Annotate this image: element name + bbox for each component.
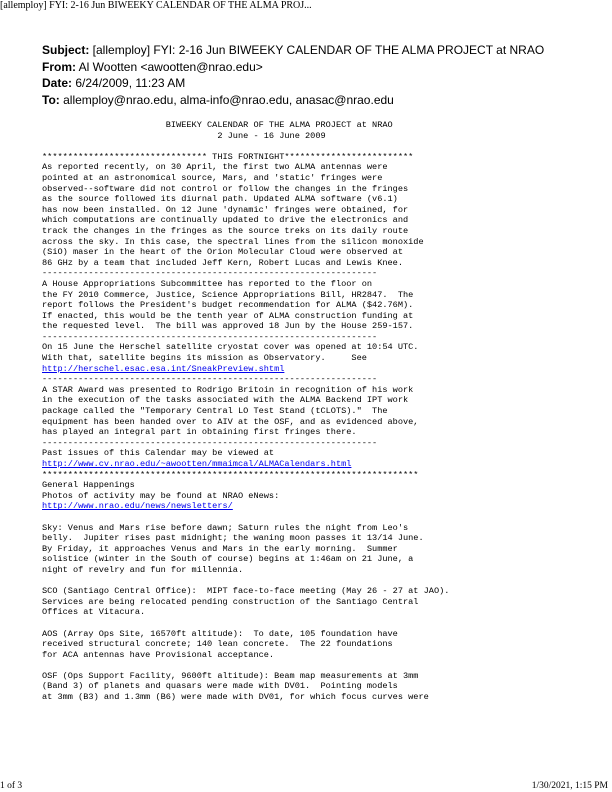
blank-line (42, 576, 602, 587)
text-line: received structural concrete; 140 lean concrete. The 22 foundations (42, 639, 393, 650)
para-appropriations (42, 279, 602, 332)
text-line: at 3mm (B3) and 1.3mm (B6) were made with DV01, for which focus curves were (42, 692, 429, 703)
text-line: On 15 June the Herschel satellite cryostat cover was opened at 10:54 UTC. (42, 342, 419, 353)
calendar-dates: 2 June - 16 June 2009 (42, 130, 326, 141)
text-line: (Band 3) of planets and quasars were made with DV01. Pointing models (42, 681, 398, 692)
text-line: Sky: Venus and Mars rise before dawn; Saturn rules the night from Leo's (42, 522, 409, 533)
to-row (42, 92, 544, 109)
divider: ----------------------------------------------------------------- (42, 268, 378, 279)
text-line: AOS (Array Ops Site, 16570ft altitude): To date, 105 foundation have (42, 628, 398, 639)
date-row (42, 75, 544, 92)
from-value: Al Wootten <awootten@nrao.edu> (76, 59, 263, 74)
text-line: As reported recently, on 30 April, the first two ALMA antennas were (42, 162, 388, 173)
text-line: has now been installed. On 12 June 'dynamic' fringes were obtained, for (42, 204, 409, 215)
text-line: A STAR Award was presented to Rodrigo Britoin in recognition of his work (42, 384, 414, 395)
text-line: in the execution of the tasks associated with the ALMA Backend IPT work (42, 395, 409, 406)
date-label: Date: (42, 76, 73, 90)
calendar-archive-link[interactable]: http://www.cv.nrao.edu/~awootten/mmaimcal/ALMACalendars.html (42, 459, 352, 469)
text-line: pointed at an astronomical source, Mars, and 'static' fringes were (42, 172, 383, 183)
email-body (42, 120, 602, 703)
para-herschel (42, 342, 602, 374)
page-number: 1 of 3 (0, 781, 23, 791)
text-line: By Friday, it approaches Venus and Mars in the early morning. Summer (42, 543, 398, 554)
text-line: Offices at Vitacura. (42, 607, 146, 618)
text-line: equipment has been handed over to AIV at the OSF, and as evidenced above, (42, 416, 419, 427)
text-line: across the sky. In this case, the spectral lines from the silicon monoxide (42, 236, 424, 247)
print-timestamp: 1/30/2021, 1:15 PM (531, 781, 608, 791)
text-line: for ACA antennas have Provisional acceptance. (42, 649, 275, 660)
from-row (42, 59, 544, 76)
enews-link[interactable]: http://www.nrao.edu/news/newsletters/ (42, 501, 233, 512)
browser-title: [allemploy] FYI: 2-16 Jun BIWEEKY CALENDAR OF THE ALMA PROJ... (0, 0, 312, 11)
herschel-link[interactable]: http://herschel.esac.esa.int/SneakPreview.shtml (42, 363, 285, 374)
fortnight-banner: ******************************** THIS FORTNIGHT************************* (42, 151, 414, 162)
past-issues-text: Past issues of this Calendar may be viewed at (42, 448, 275, 459)
para-first-fringes (42, 162, 602, 268)
text-line: which computations are continually updated to drive the electronics and (42, 215, 409, 226)
text-line: OSF (Ops Support Facility, 9600ft altitude): Beam map measurements at 3mm (42, 670, 419, 681)
from-label: From: (42, 59, 76, 74)
text-line: (SiO) maser in the heart of the Orion Molecular Cloud were observed at (42, 247, 403, 258)
text-line: Services are being relocated pending construction of the Santiago Central (42, 596, 419, 607)
stars-line: ************************************************************************* (42, 469, 419, 480)
photos-text: Photos of activity may be found at NRAO eNews: (42, 490, 280, 501)
text-line: SCO (Santiago Central Office): MIPT face-to-face meeting (May 26 - 27 at JAO). (42, 586, 450, 597)
text-line: report follows the President's budget recommendation for ALMA ($42.76M). (42, 300, 414, 311)
calendar-title: BIWEEKY CALENDAR OF THE ALMA PROJECT at NRAO (42, 120, 393, 130)
text-line: the FY 2010 Commerce, Justice, Science Appropriations Bill, HR2847. The (42, 289, 414, 300)
subject-value: [allemploy] FYI: 2-16 Jun BIWEEKY CALENDAR OF THE ALMA PROJECT at NRAO (89, 43, 545, 57)
blank-line (42, 141, 602, 152)
to-label: To: (42, 92, 60, 107)
date-value: 6/24/2009, 11:23 AM (72, 76, 186, 90)
blank-line (42, 618, 602, 629)
para-osf (42, 671, 602, 703)
text-line: A House Appropriations Subcommittee has reported to the floor on (42, 278, 373, 289)
text-line: belly. Jupiter rises past midnight; the waning moon passes it 13/14 June. (42, 533, 424, 544)
text-line: package called the "Temporary Central LO Test Stand (tCLOTS)." The (42, 406, 388, 417)
text-line: track the changes in the fringes as the source treks on its daily route (42, 225, 409, 236)
general-heading: General Happenings (42, 480, 135, 491)
para-sky (42, 523, 602, 576)
para-star-award (42, 385, 602, 438)
text-line: observed--software did not control or follow the changes in the fringes (42, 183, 409, 194)
text-line: solistice (winter in the South of course) begins at 1:46am on 21 June, a (42, 554, 414, 565)
divider: ----------------------------------------------------------------- (42, 331, 378, 342)
subject-label: Subject: (42, 43, 90, 57)
text-line: 86 GHz by a team that included Jeff Kern, Robert Lucas and Lewis Knee. (42, 257, 403, 268)
text-line: as the source followed its diurnal path. Updated ALMA software (v6.1) (42, 194, 398, 205)
divider: ----------------------------------------------------------------- (42, 437, 378, 448)
blank-line (42, 512, 602, 523)
para-aos (42, 629, 602, 661)
blank-line (42, 660, 602, 671)
to-value: allemploy@nrao.edu, alma-info@nrao.edu, anasac@nrao.edu (59, 92, 394, 107)
para-sco (42, 586, 602, 618)
text-line: has played an integral part in obtaining first fringes there. (42, 427, 357, 438)
text-line: the requested level. The bill was approved 18 Jun by the House 259-157. (42, 321, 414, 332)
subject-row (42, 42, 544, 59)
email-header (42, 42, 544, 108)
text-line: With that, satellite begins its mission as Observatory. See (42, 353, 367, 364)
divider: ----------------------------------------------------------------- (42, 374, 378, 385)
text-line: night of revelry and fun for millennia. (42, 564, 244, 575)
text-line: If enacted, this would be the tenth year of ALMA construction funding at (42, 310, 414, 321)
